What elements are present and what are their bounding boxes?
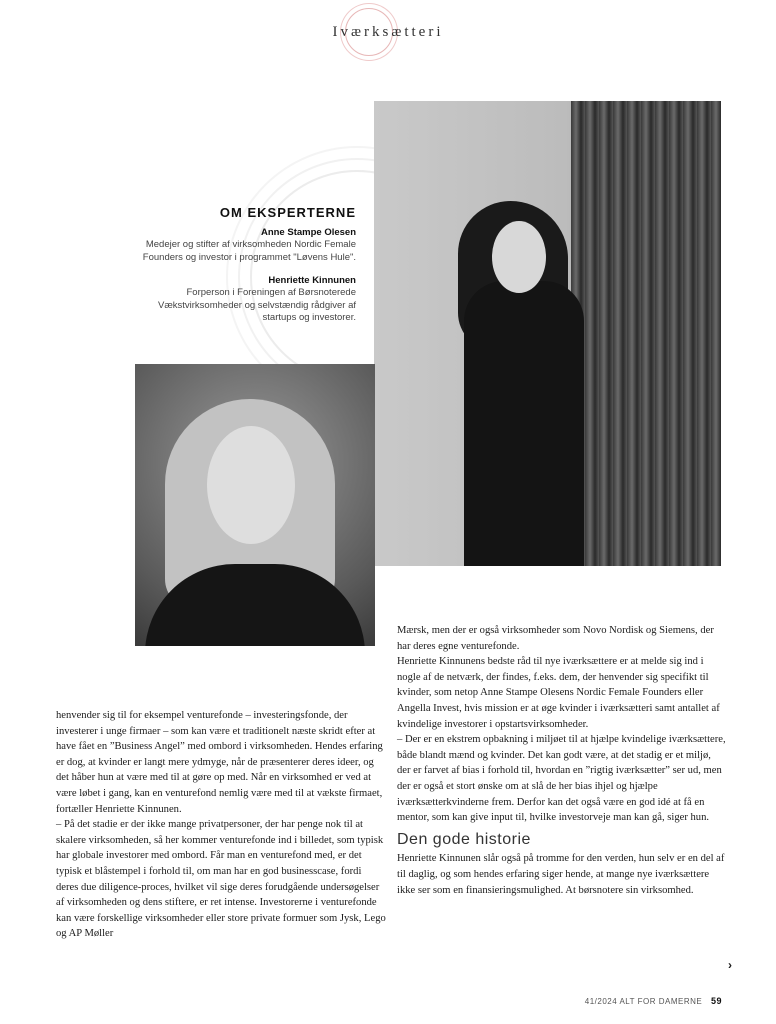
expert-name: Anne Stampe Olesen [260, 227, 356, 238]
article-paragraph: – På det stadie er der ikke mange privatpersoner, der har penge nok til at skalere virksomheden, så her kommer venturefonde ind i billedet, som typisk har globale investorer med ombord. Får man en venturefond med, er det typisk et blåstempel i forhold til, om man har en god businesscase, fordi deres due diligence-proces, hvilket vil sige deres forudgående undersøgelser af virksomheden og dens stiftere, er ret intense. Investorerne i venturefonde kan være forskellige virksomheder eller store private formuer som Jysk, Lego og AP Møller [56, 819, 386, 940]
page-number: 59 [710, 996, 722, 1006]
article-paragraph: Henriette Kinnunen slår også på tromme for den verden, hun selv er en del af til daglig, og som hendes erfaring siger hende, at mange nye iværksættere ikke ser som en finansieringsmulighed. At børsnotere sin virksomhed. [397, 853, 725, 896]
article-column-left [56, 708, 386, 942]
article-subheading: Den gode historie [397, 830, 531, 848]
experts-box [126, 205, 356, 335]
article-paragraph: henvender sig til for eksempel venturefonde – investeringsfonde, der investerer i unge firmaer – som kan være et traditionelt næste skridt efter at have fået en ”Business Angel” med ombord i virksomheden. Hendes erfaring er dog, at kvinder er langt mere ydmyge, når de præsenterer deres ideer, og det håber hun at være med til at gøre op med. Når en virksomhed er ved at være løbet i gang, kan en venturefond nemlig være med til at vækste firmaet, fortæller Henriette Kinnunen. [56, 710, 383, 815]
experts-title: OM EKSPERTERNE [219, 205, 356, 220]
article-paragraph: Mærsk, men der er også virksomheder som Novo Nordisk og Siemens, der har deres egne venturefonde. [397, 625, 714, 652]
issue-number: 41/2024 [584, 997, 618, 1006]
figure-body [464, 281, 584, 566]
article-paragraph: – Der er en ekstrem opbakning i miljøet til at hjælpe kvindelige iværksættere, både blandt mænd og kvinder. Det kan godt være, at det stadig er et miljø, der er farvet af bias i forhold til, hvordan en ”rigtig iværksætter” ser ud, men der er også et stort ønske om at slå de her bias ihjel og hjælpe iværksætterkvinderne frem. Derfor kan det også være en god idé at få en mentor, som kan give input til, hvilke investorveje man kan gå, siger hun. [397, 734, 726, 824]
figure-face [492, 221, 546, 293]
expert-name: Henriette Kinnunen [268, 275, 356, 286]
figure-face [207, 426, 295, 544]
photo-henriette-kinnunen [374, 101, 721, 566]
expert-description: Medejer og stifter af virksomheden Nordic Female Founders og investor i programmet "Løvens Hule". [142, 239, 356, 263]
magazine-name: ALT FOR DAMERNE [619, 997, 703, 1006]
article-column-right [397, 623, 727, 898]
photo-anne-stampe-olesen [135, 364, 375, 646]
continue-arrow-icon: › [728, 958, 732, 972]
page-footer [560, 996, 722, 1006]
curtain-background [571, 101, 721, 566]
expert-description: Forperson i Foreningen af Børsnoterede Vækstvirksomheder og selvstændig rådgiver af startups og investorer. [157, 287, 356, 323]
section-header: Iværksætteri [332, 24, 444, 40]
article-paragraph: Henriette Kinnunens bedste råd til nye iværksættere er at melde sig ind i nogle af de netværk, der findes, f.eks. dem, der henvender sig specifikt til kvinder, som netop Anne Stampe Olesens Nordic Female Founders eller Angella Invest, hvis mission er at øge kvinder i iværksætteri samt antallet af kvindelige investorer i opstartsvirksomheder. [397, 656, 720, 730]
